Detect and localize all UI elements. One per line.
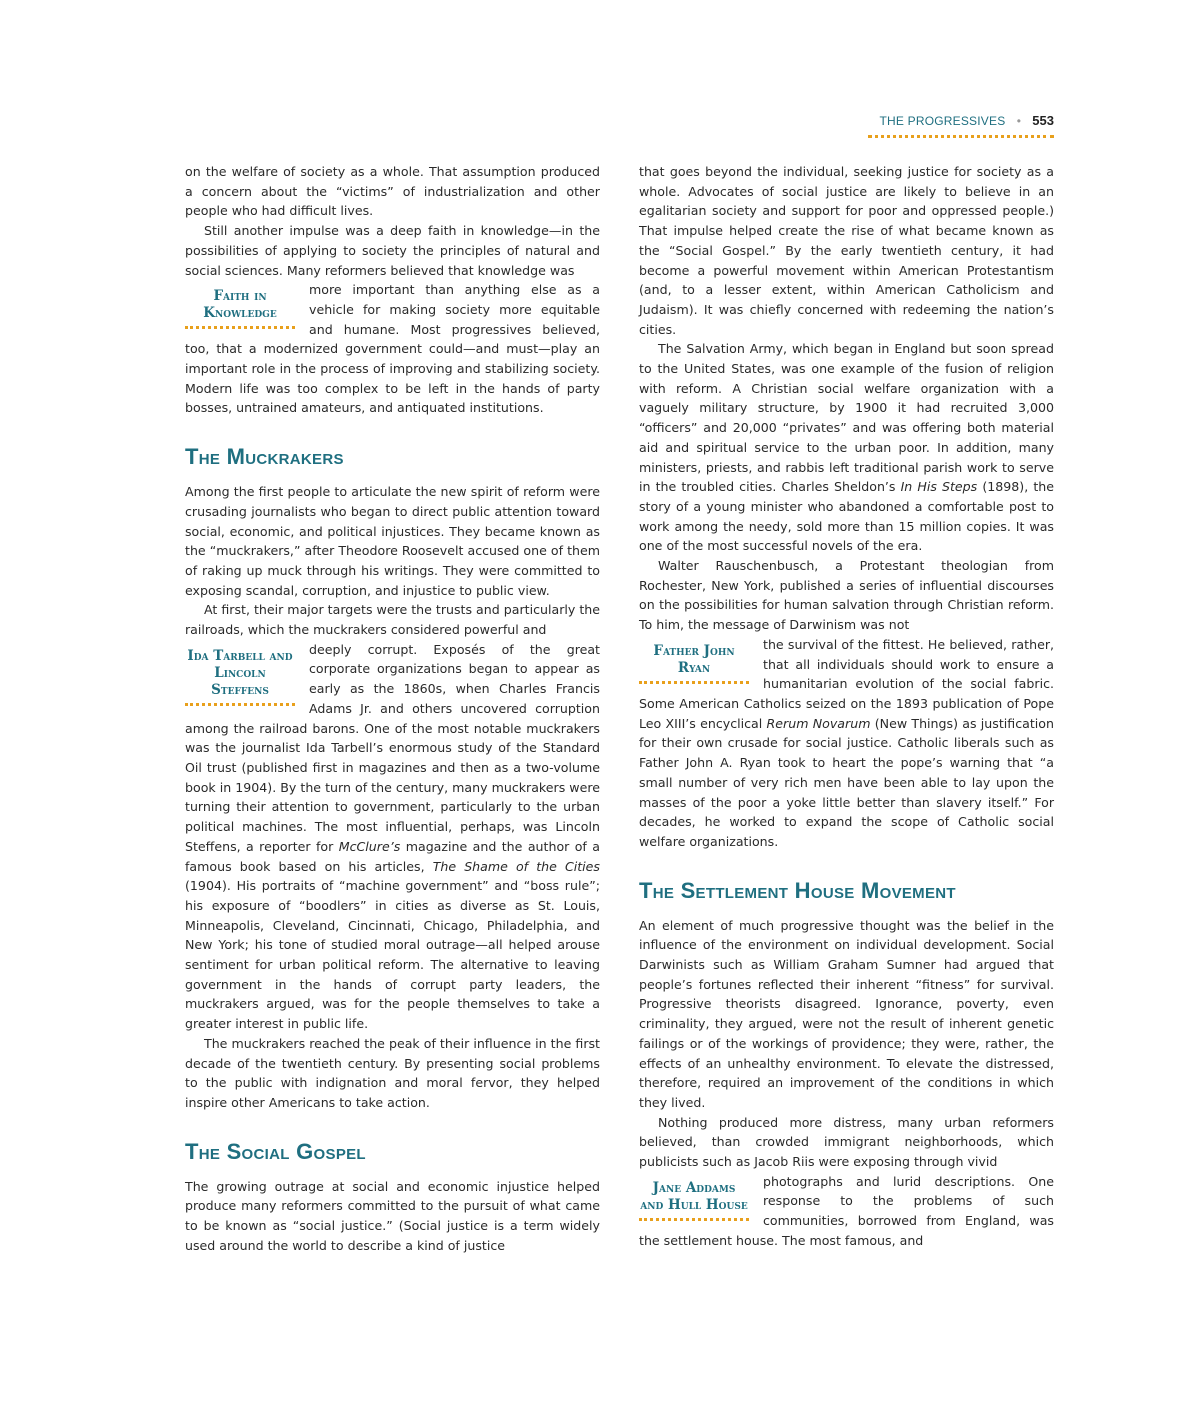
paragraph: The growing outrage at social and economic injustice helped produce many reformers committed to the pursuit of what came to be known as “social justice.” (Social justice is a term widely used around the world to describe a kind of justice bbox=[185, 1178, 600, 1253]
text-run: The Salvation Army, which began in England but soon spread to the United States, was one example of the fusion of religion with reform. A Christian social welfare organization with a vaguely military structure, by 1900 it had recruited 3,000 “officers” and 20,000 “privates” and was offering both material aid and spiritual service to the urban poor. In addition, many ministers, priests, and rabbis left traditional parish work to serve in the troubled cities. Charles Sheldon’s bbox=[639, 341, 1054, 495]
margin-note-faith-in-knowledge: Faith in Knowledge bbox=[185, 288, 295, 329]
running-head-separator: • bbox=[1016, 114, 1021, 128]
paragraph bbox=[639, 339, 1054, 556]
paragraph: Still another impulse was a deep faith in knowledge—in the possibilities of applying to society the principles of natural and social sciences. Many reformers believed that knowledge was bbox=[185, 223, 600, 278]
paragraph: An element of much progressive thought was the belief in the influence of the environment on individual development. Social Darwinists such as William Graham Sumner had argued that people’s fortunes reflected their inherent “fitness” for survival. Progressive theorists disagreed. Ignorance, poverty, even criminality, they argued, were not the result of inherent genetic failings or of the workings of providence; they were, rather, the effects of an unhealthy environment. To elevate the distressed, therefore, required an improvement of the conditions in which they lived. bbox=[639, 917, 1054, 1110]
right-column bbox=[639, 162, 1054, 1251]
text-run: deeply corrupt. Exposés of the great corporate organizations began to appear as early as the 1860s, when Charles Francis Adams Jr. and others uncovered corruption among the railroad barons. One of the most notable muckrakers was the journalist Ida Tarbell’s enormous study of the Standard Oil trust (published first in magazines and then as a two-volume book in 1904). By the turn of the century, many muckrakers were turning their attention to government, particularly to the urban political machines. The most influential, perhaps, was Lincoln Steffens, a reporter for bbox=[185, 641, 600, 854]
paragraph: At first, their major targets were the trusts and particularly the railroads, which the muckrakers considered powerful and bbox=[185, 602, 601, 638]
text-run: (1898), the story of a young minister who abandoned a comfortable post to work among the needy, sold more than 15 million copies. It was one of the most successful novels of the era. bbox=[639, 479, 1054, 554]
paragraph-continued: more important than anything else as a vehicle for making society more equitable and humane. Most progressives believed, too, that a modernized government could—and must—play an important role in the process of improving and stabilizing society. Modern life was too complex to be left in the hands of party bosses, untrained amateurs, and antiquated institutions. bbox=[185, 282, 600, 416]
paragraph: Walter Rauschenbusch, a Protestant theologian from Rochester, New York, published a series of influential discourses on the possibilities for human salvation through Christian reform. To him, the message of Darwinism was not bbox=[639, 558, 1054, 633]
paragraph: Nothing produced more distress, many urban reformers believed, than crowded immigrant neighborhoods, which publicists such as Jacob Riis were exposing through vivid bbox=[639, 1114, 1054, 1170]
section-heading-muckrakers: The Muckrakers bbox=[185, 444, 344, 470]
page-number: 553 bbox=[1032, 113, 1054, 128]
text-run: magazine and the author of a famous book based on his articles, bbox=[185, 838, 600, 874]
paragraph-continued: photographs and lurid descriptions. One response to the problems of such communities, borrowed from England, was the settlement house. The most famous, and bbox=[639, 1173, 1054, 1248]
text-run: (1904). His portraits of “machine government” and “boss rule”; his exposure of “boodlers” in cities as diverse as St. Louis, Minneapolis, Cleveland, Cincinnati, Chicago, Philadelphia, and New York; his tone of studied moral outrage—all helped arouse sentiment for urban political reform. The alternative to leaving government in the hands of corrupt party leaders, the muckrakers argued, was for the people themselves to take a greater interest in public life. bbox=[185, 878, 600, 1032]
running-head bbox=[868, 113, 1054, 138]
section-heading-social-gospel: The Social Gospel bbox=[185, 1138, 366, 1164]
left-column bbox=[185, 162, 600, 1255]
paragraph: on the welfare of society as a whole. That assumption produced a concern about the “victims” of industrialization and other people who had difficult lives. bbox=[185, 164, 600, 219]
text-run: (New Things) as justification for their own crusade for social justice. Catholic liberals such as Father John A. Ryan took to heart the pope’s warning that “a small number of very rich men have been able to lay upon the masses of the poor a yoke little better than slavery itself.” For decades, he worked to expand the scope of Catholic social welfare organizations. bbox=[639, 715, 1054, 849]
book-title: In His Steps bbox=[900, 479, 978, 495]
encyclical-title: Rerum Novarum bbox=[766, 715, 871, 731]
magazine-title: McClure’s bbox=[338, 838, 401, 854]
paragraph: that goes beyond the individual, seeking justice for society as a whole. Advocates of social justice are likely to believe in an egalitarian society and support for poor and oppressed people.) That impulse helped create the rise of what became known as the “Social Gospel.” By the early twentieth century, it had become a powerful movement within American Protestantism (and, to a lesser extent, within American Catholicism and Judaism). It was chiefly concerned with redeeming the nation’s cities. bbox=[639, 164, 1054, 337]
book-title: The Shame of the Cities bbox=[432, 858, 600, 874]
margin-note-father-john-ryan: Father John Ryan bbox=[639, 643, 749, 684]
running-head-section: THE PROGRESSIVES bbox=[879, 114, 1006, 128]
section-heading-settlement-house: The Settlement House Movement bbox=[639, 877, 956, 903]
margin-note-jane-addams-hull-house: Jane Addams and Hull House bbox=[639, 1180, 749, 1221]
text-run: the survival of the fittest. He believed, rather, that all individuals should work to ensure a humanitarian evolution of the social fabric. Some American Catholics seized on the 1893 publication of Pope Leo XIII’s encyclical bbox=[639, 636, 1054, 731]
margin-note-ida-tarbell-lincoln-steffens: Ida Tarbell and Lincoln Steffens bbox=[185, 648, 295, 706]
paragraph: Among the first people to articulate the new spirit of reform were crusading journalists who began to direct public attention toward social, economic, and political injustices. They became known as the “muckrakers,” after Theodore Roosevelt accused one of them of raking up muck through his writings. They were committed to exposing scandal, corruption, and injustice to public view. bbox=[185, 484, 600, 598]
paragraph: The muckrakers reached the peak of their influence in the first decade of the twentieth century. By presenting social problems to the public with indignation and moral fervor, they helped inspire other Americans to take action. bbox=[185, 1035, 600, 1110]
